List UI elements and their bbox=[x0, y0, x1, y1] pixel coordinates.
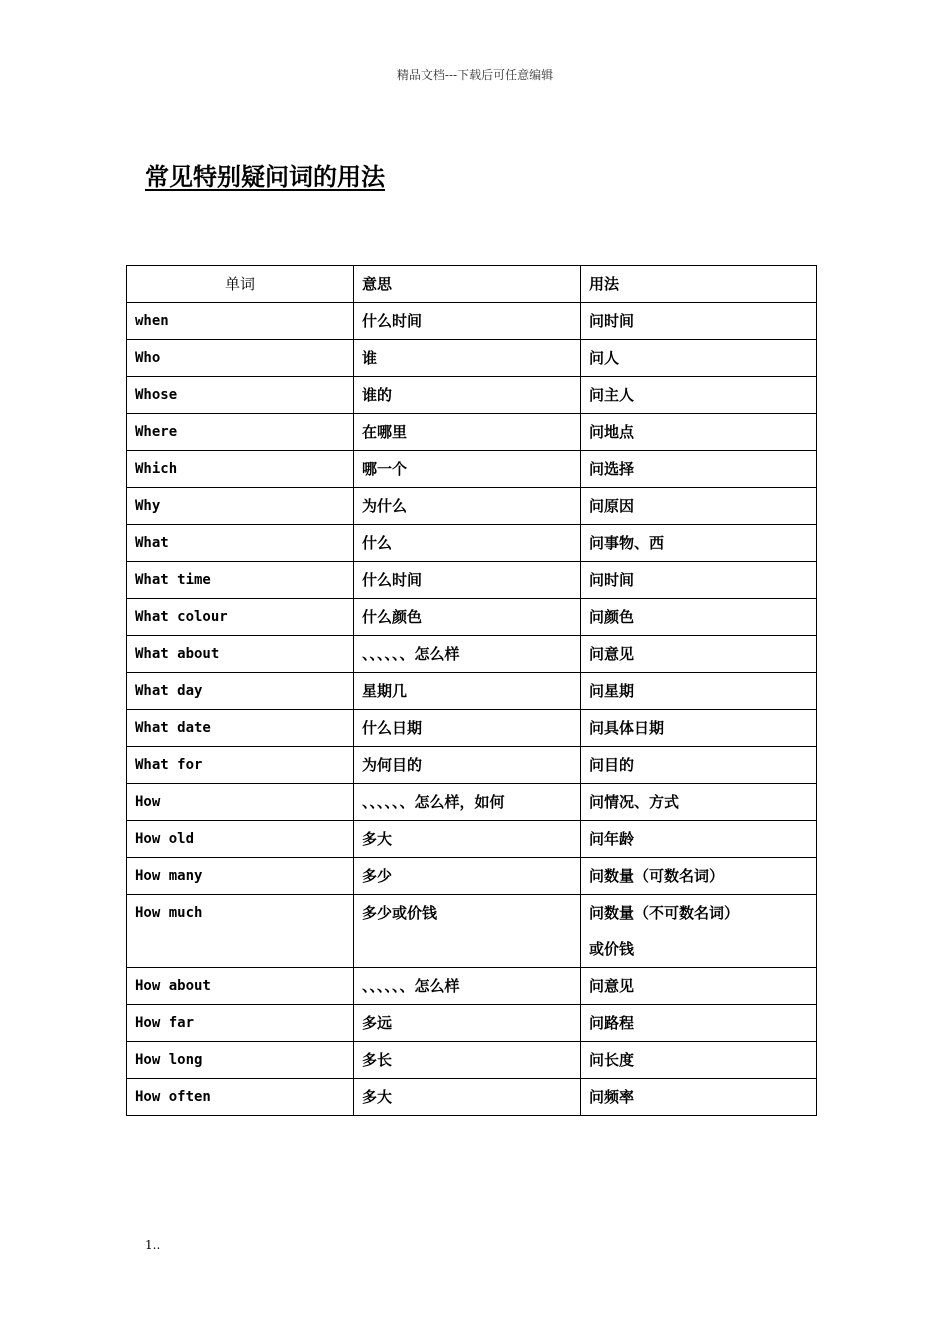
cell-usage bbox=[581, 858, 817, 895]
cell-meaning: 多少 bbox=[354, 858, 581, 895]
table-row bbox=[127, 599, 817, 636]
column-header-usage: 用法 bbox=[581, 266, 817, 303]
cell-meaning: 谁 bbox=[354, 340, 581, 377]
cell-usage bbox=[581, 673, 817, 710]
cell-meaning: 什么 bbox=[354, 525, 581, 562]
cell-meaning: 多长 bbox=[354, 1042, 581, 1079]
table-row bbox=[127, 895, 817, 968]
cell-meaning: 什么时间 bbox=[354, 303, 581, 340]
usage-line: 或价钱 bbox=[589, 940, 635, 958]
cell-usage bbox=[581, 895, 817, 968]
table-row bbox=[127, 636, 817, 673]
table-row bbox=[127, 414, 817, 451]
cell-word: Who bbox=[127, 340, 354, 377]
usage-line: 问数量（可数名词） bbox=[589, 867, 725, 885]
cell-usage bbox=[581, 1079, 817, 1116]
usage-line: 问年龄 bbox=[589, 830, 635, 848]
usage-line: 问具体日期 bbox=[589, 719, 665, 737]
table-row bbox=[127, 303, 817, 340]
cell-word: What for bbox=[127, 747, 354, 784]
usage-line: 问频率 bbox=[589, 1088, 635, 1106]
usage-line: 问路程 bbox=[589, 1014, 635, 1032]
cell-meaning: 、、、、、、怎么样，如何 bbox=[354, 784, 581, 821]
usage-line: 问情况、方式 bbox=[589, 793, 680, 811]
table-row bbox=[127, 747, 817, 784]
cell-usage bbox=[581, 636, 817, 673]
cell-word: Whose bbox=[127, 377, 354, 414]
cell-meaning: 多大 bbox=[354, 1079, 581, 1116]
cell-word: How bbox=[127, 784, 354, 821]
usage-line: 问选择 bbox=[589, 460, 635, 478]
table-row bbox=[127, 340, 817, 377]
cell-word: Why bbox=[127, 488, 354, 525]
table-row bbox=[127, 858, 817, 895]
page-number: 1.. bbox=[145, 1238, 161, 1252]
cell-word: What day bbox=[127, 673, 354, 710]
table-row bbox=[127, 488, 817, 525]
usage-line: 问事物、西 bbox=[589, 534, 665, 552]
usage-line: 问意见 bbox=[589, 645, 635, 663]
cell-usage bbox=[581, 377, 817, 414]
usage-line: 问颜色 bbox=[589, 608, 635, 626]
table-row bbox=[127, 821, 817, 858]
cell-word: when bbox=[127, 303, 354, 340]
cell-word: Where bbox=[127, 414, 354, 451]
cell-usage bbox=[581, 1005, 817, 1042]
cell-usage bbox=[581, 488, 817, 525]
table-row bbox=[127, 1042, 817, 1079]
cell-meaning: 多大 bbox=[354, 821, 581, 858]
usage-line: 问长度 bbox=[589, 1051, 635, 1069]
table-row bbox=[127, 377, 817, 414]
cell-meaning: 、、、、、、怎么样 bbox=[354, 636, 581, 673]
cell-meaning: 、、、、、、怎么样 bbox=[354, 968, 581, 1005]
table-body bbox=[127, 266, 817, 1116]
cell-usage bbox=[581, 968, 817, 1005]
cell-word: What about bbox=[127, 636, 354, 673]
table-row bbox=[127, 525, 817, 562]
cell-meaning: 什么日期 bbox=[354, 710, 581, 747]
cell-meaning: 多远 bbox=[354, 1005, 581, 1042]
usage-line: 问意见 bbox=[589, 977, 635, 995]
usage-line: 问地点 bbox=[589, 423, 635, 441]
usage-line: 问数量（不可数名词） bbox=[589, 904, 740, 922]
cell-meaning: 为什么 bbox=[354, 488, 581, 525]
cell-word: What date bbox=[127, 710, 354, 747]
table-row bbox=[127, 1005, 817, 1042]
cell-usage bbox=[581, 340, 817, 377]
usage-line: 问时间 bbox=[589, 312, 635, 330]
usage-line: 问星期 bbox=[589, 682, 635, 700]
cell-meaning: 星期几 bbox=[354, 673, 581, 710]
cell-usage bbox=[581, 599, 817, 636]
cell-usage bbox=[581, 1042, 817, 1079]
cell-word: What colour bbox=[127, 599, 354, 636]
cell-usage bbox=[581, 562, 817, 599]
usage-line: 问人 bbox=[589, 349, 620, 367]
table-row bbox=[127, 968, 817, 1005]
table-header-row bbox=[127, 266, 817, 303]
cell-word: How old bbox=[127, 821, 354, 858]
usage-line: 问主人 bbox=[589, 386, 635, 404]
cell-usage bbox=[581, 784, 817, 821]
cell-usage bbox=[581, 747, 817, 784]
cell-meaning: 哪一个 bbox=[354, 451, 581, 488]
table-row bbox=[127, 673, 817, 710]
cell-usage bbox=[581, 710, 817, 747]
usage-line: 问原因 bbox=[589, 497, 635, 515]
cell-word: How about bbox=[127, 968, 354, 1005]
cell-meaning: 在哪里 bbox=[354, 414, 581, 451]
document-title: 常见特别疑问词的用法 bbox=[145, 163, 385, 191]
table-row bbox=[127, 451, 817, 488]
cell-word: How much bbox=[127, 895, 354, 968]
cell-meaning: 什么时间 bbox=[354, 562, 581, 599]
cell-meaning: 为何目的 bbox=[354, 747, 581, 784]
cell-usage bbox=[581, 525, 817, 562]
usage-line: 问时间 bbox=[589, 571, 635, 589]
column-header-meaning: 意思 bbox=[354, 266, 581, 303]
cell-usage bbox=[581, 451, 817, 488]
table-row bbox=[127, 562, 817, 599]
usage-line: 问目的 bbox=[589, 756, 635, 774]
cell-usage bbox=[581, 303, 817, 340]
column-header-word: 单词 bbox=[127, 266, 354, 303]
cell-meaning: 谁的 bbox=[354, 377, 581, 414]
question-word-table bbox=[126, 265, 817, 1116]
cell-word: What bbox=[127, 525, 354, 562]
cell-word: How far bbox=[127, 1005, 354, 1042]
table-row bbox=[127, 1079, 817, 1116]
table-row bbox=[127, 784, 817, 821]
cell-usage bbox=[581, 821, 817, 858]
cell-word: How often bbox=[127, 1079, 354, 1116]
cell-meaning: 多少或价钱 bbox=[354, 895, 581, 968]
cell-word: How long bbox=[127, 1042, 354, 1079]
table-row bbox=[127, 710, 817, 747]
page-header: 精品文档---下载后可任意编辑 bbox=[396, 68, 554, 82]
cell-word: How many bbox=[127, 858, 354, 895]
cell-word: What time bbox=[127, 562, 354, 599]
cell-word: Which bbox=[127, 451, 354, 488]
cell-usage bbox=[581, 414, 817, 451]
cell-meaning: 什么颜色 bbox=[354, 599, 581, 636]
